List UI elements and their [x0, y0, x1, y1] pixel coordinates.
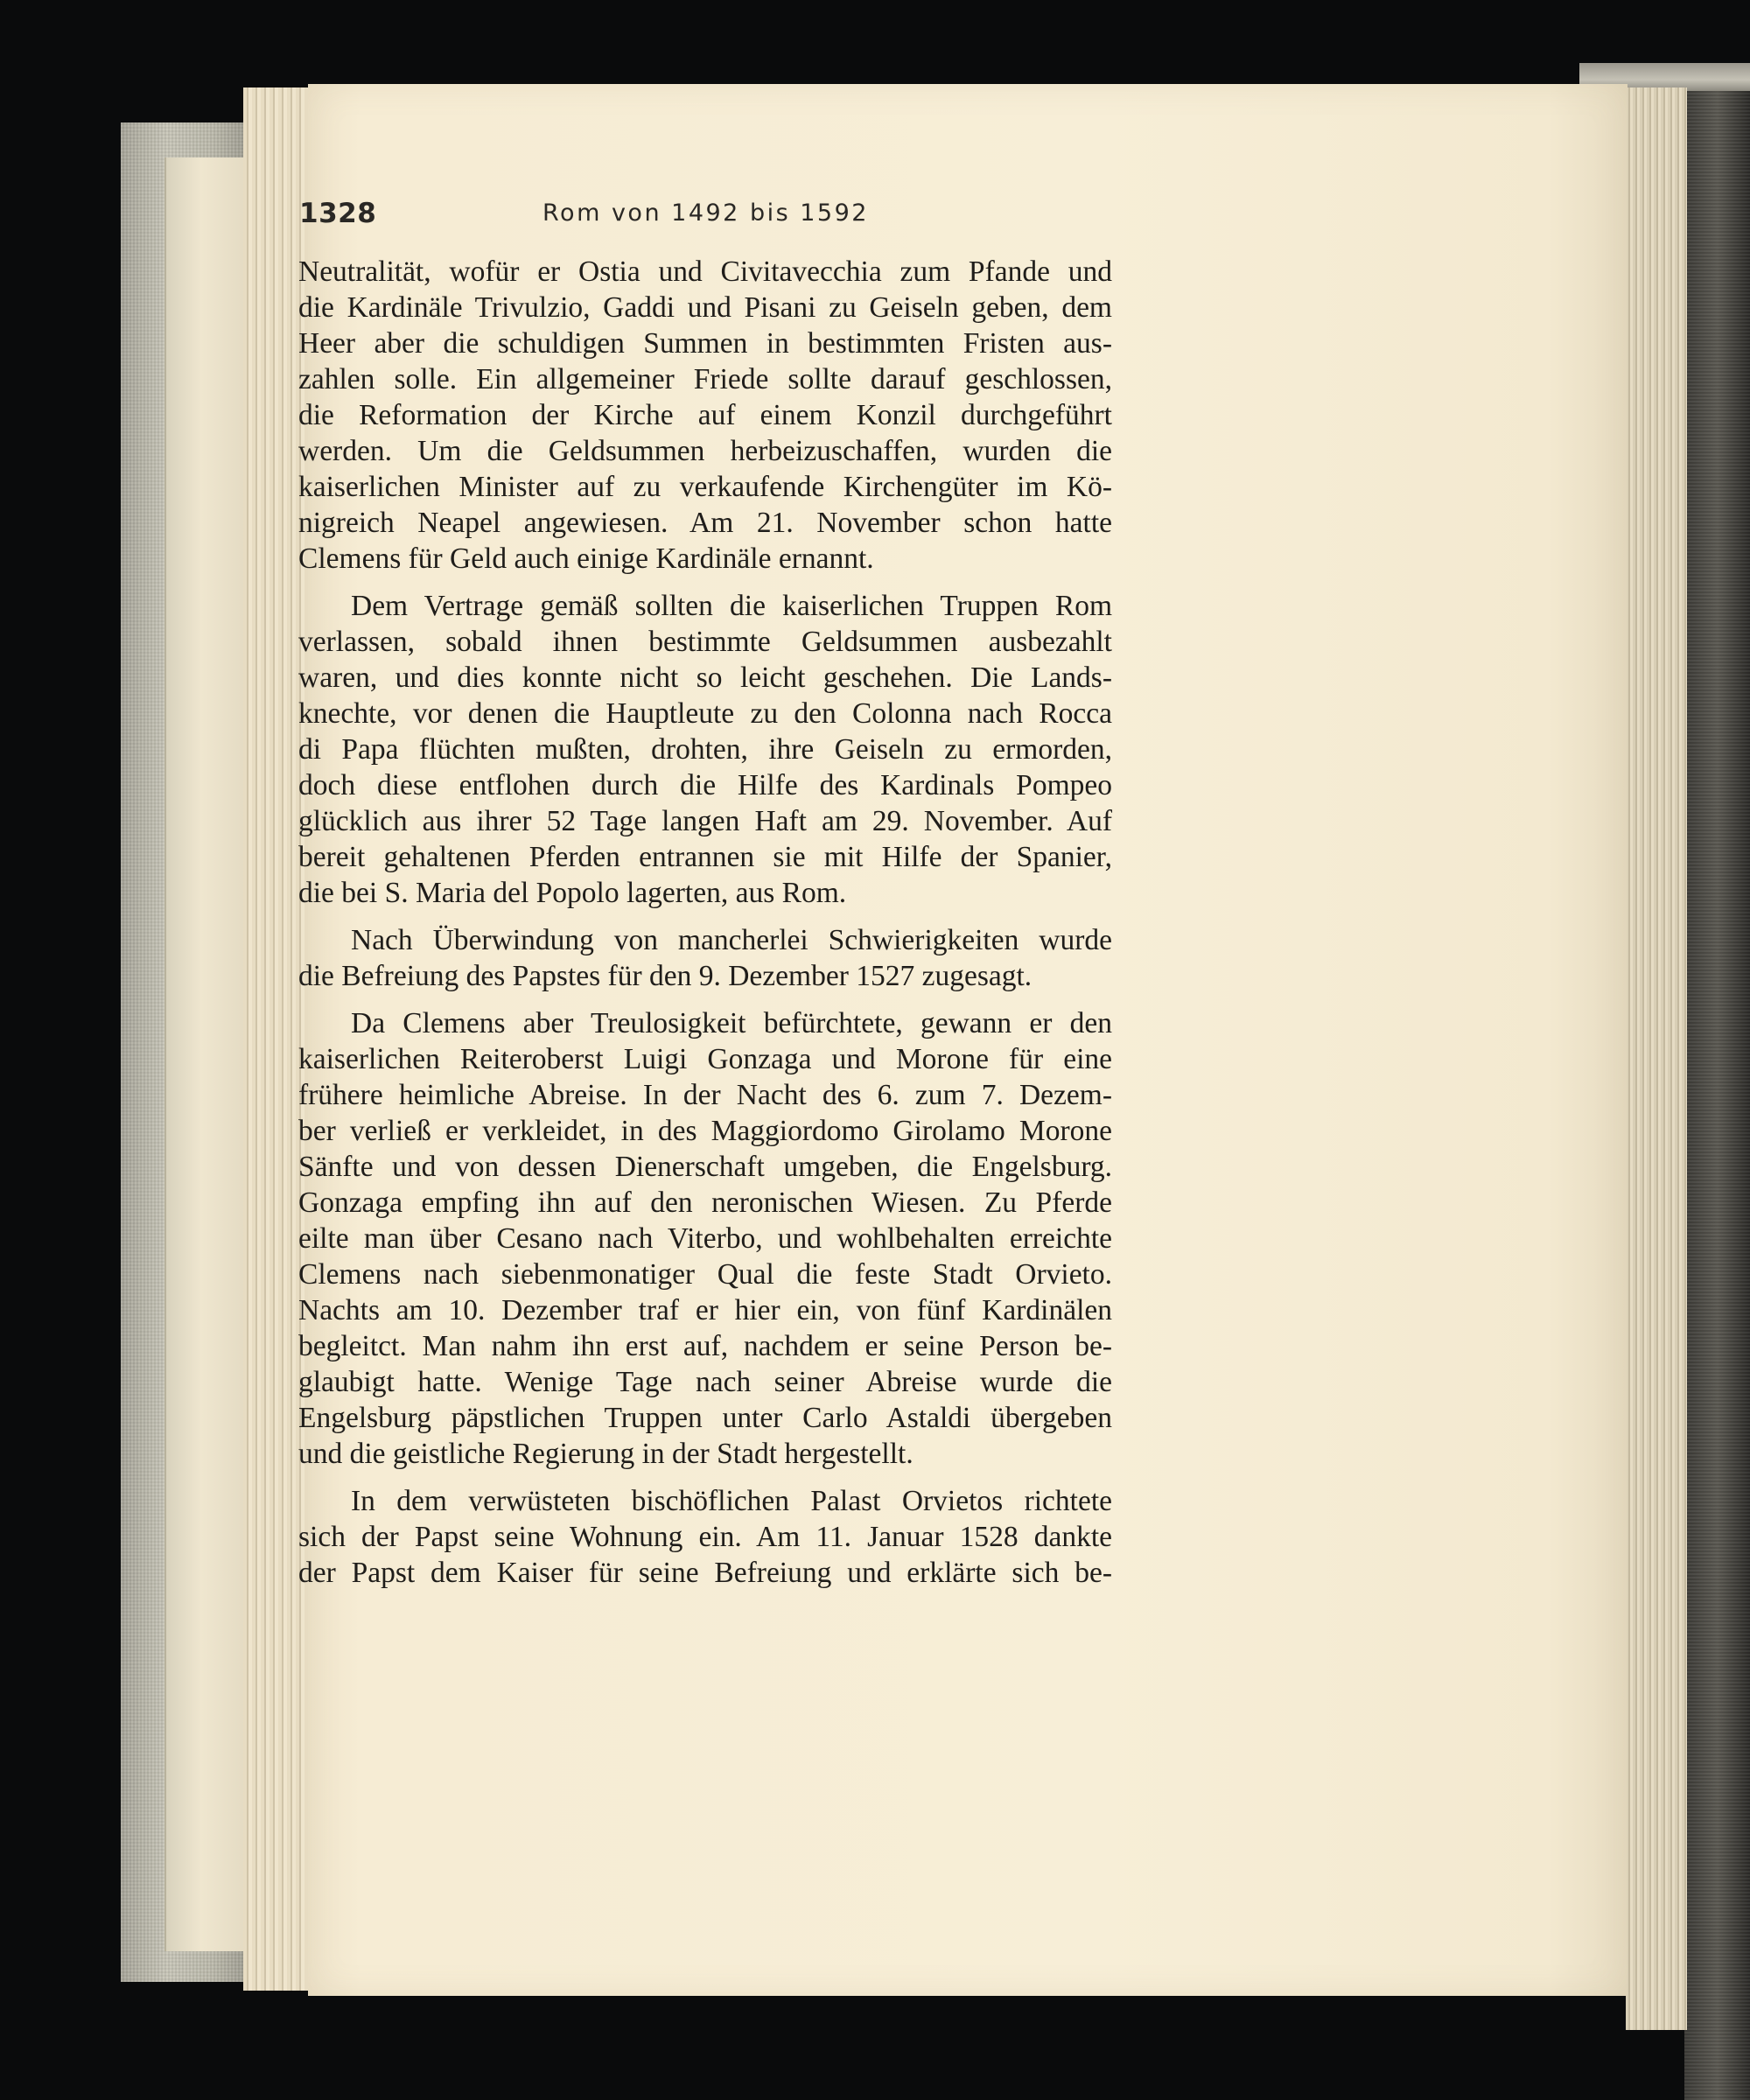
text-line: glücklich aus ihrer 52 Tage langen Haft am 29. November. Auf — [298, 805, 1112, 837]
left-cover-endpaper — [164, 158, 254, 1951]
text-line: Neutralität, wofür er Ostia und Civitavecchia zum Pfande und — [298, 256, 1112, 288]
text-line: die Reformation der Kirche auf einem Konzil durchgeführt — [298, 399, 1112, 431]
text-line: Nach Überwindung von mancherlei Schwierigkeiten wurde — [351, 924, 1112, 956]
text-line: verlassen, sobald ihnen bestimmte Geldsummen ausbezahlt — [298, 626, 1112, 658]
text-line: nigreich Neapel angewiesen. Am 21. November schon hatte — [298, 507, 1112, 539]
paragraph — [298, 1005, 1112, 1472]
text-line: der Papst dem Kaiser für seine Befreiung und erklärte sich be- — [298, 1557, 1112, 1589]
text-line: eilte man über Cesano nach Viterbo, und wohlbehalten erreichte — [298, 1222, 1112, 1255]
paragraph — [298, 254, 1112, 577]
page-block-edge-right — [1626, 88, 1687, 2030]
text-line: waren, und dies konnte nicht so leicht geschehen. Die Lands- — [298, 662, 1112, 694]
text-line: kaiserlichen Minister auf zu verkaufende Kirchengüter im Kö- — [298, 471, 1112, 503]
text-line: Heer aber die schuldigen Summen in bestimmten Fristen aus- — [298, 327, 1112, 360]
paragraph — [298, 588, 1112, 911]
text-line: sich der Papst seine Wohnung ein. Am 11. Januar 1528 dankte — [298, 1521, 1112, 1553]
text-line: knechte, vor denen die Hauptleute zu den Colonna nach Rocca — [298, 697, 1112, 730]
text-line: kaiserlichen Reiteroberst Luigi Gonzaga und Morone für eine — [298, 1043, 1112, 1075]
text-line: und die geistliche Regierung in der Stadt hergestellt. — [298, 1438, 914, 1470]
paragraph — [298, 1483, 1112, 1591]
running-title: Rom von 1492 bis 1592 — [542, 200, 869, 227]
right-book-cover — [1684, 66, 1750, 2100]
text-line: die bei S. Maria del Popolo lagerten, aus Rom. — [298, 877, 847, 909]
text-line: Dem Vertrage gemäß sollten die kaiserlichen Truppen Rom — [351, 590, 1112, 622]
text-line: Engelsburg päpstlichen Truppen unter Carlo Astaldi übergeben — [298, 1402, 1112, 1434]
text-line: doch diese entflohen durch die Hilfe des Kardinals Pompeo — [298, 769, 1112, 802]
running-head — [299, 198, 912, 242]
text-line: die Befreiung des Papstes für den 9. Dezember 1527 zugesagt. — [298, 960, 1032, 992]
text-line: Nachts am 10. Dezember traf er hier ein, von fünf Kardinälen — [298, 1294, 1112, 1326]
text-line: die Kardinäle Trivulzio, Gaddi und Pisani zu Geiseln geben, dem — [298, 291, 1112, 324]
text-line: Da Clemens aber Treulosigkeit befürchtete, gewann er den — [351, 1007, 1112, 1040]
text-line: Gonzaga empfing ihn auf den neronischen Wiesen. Zu Pferde — [298, 1186, 1112, 1219]
text-line: ber verließ er verkleidet, in des Maggiordomo Girolamo Morone — [298, 1115, 1112, 1147]
text-line: frühere heimliche Abreise. In der Nacht des 6. zum 7. Dezem- — [298, 1079, 1112, 1111]
text-line: zahlen solle. Ein allgemeiner Friede sollte darauf geschlossen, — [298, 363, 1112, 396]
text-line: begleitct. Man nahm ihn erst auf, nachdem er seine Person be- — [298, 1330, 1112, 1362]
text-line: di Papa flüchten mußten, drohten, ihre Geiseln zu ermorden, — [298, 733, 1112, 766]
text-line: Clemens nach siebenmonatiger Qual die feste Stadt Orvieto. — [298, 1258, 1112, 1291]
text-line: Sänfte und von dessen Dienerschaft umgeben, die Engelsburg. — [298, 1151, 1112, 1183]
text-line: Clemens für Geld auch einige Kardinäle ernannt. — [298, 542, 874, 575]
body-text — [298, 254, 1112, 1602]
page-number: 1328 — [299, 198, 377, 229]
text-line: werden. Um die Geldsummen herbeizuschaffen, wurden die — [298, 435, 1112, 467]
text-line: glaubigt hatte. Wenige Tage nach seiner Abreise wurde die — [298, 1366, 1112, 1398]
text-line: bereit gehaltenen Pferden entrannen sie mit Hilfe der Spanier, — [298, 841, 1112, 873]
text-line: In dem verwüsteten bischöflichen Palast Orvietos richtete — [351, 1485, 1112, 1517]
paragraph — [298, 922, 1112, 994]
